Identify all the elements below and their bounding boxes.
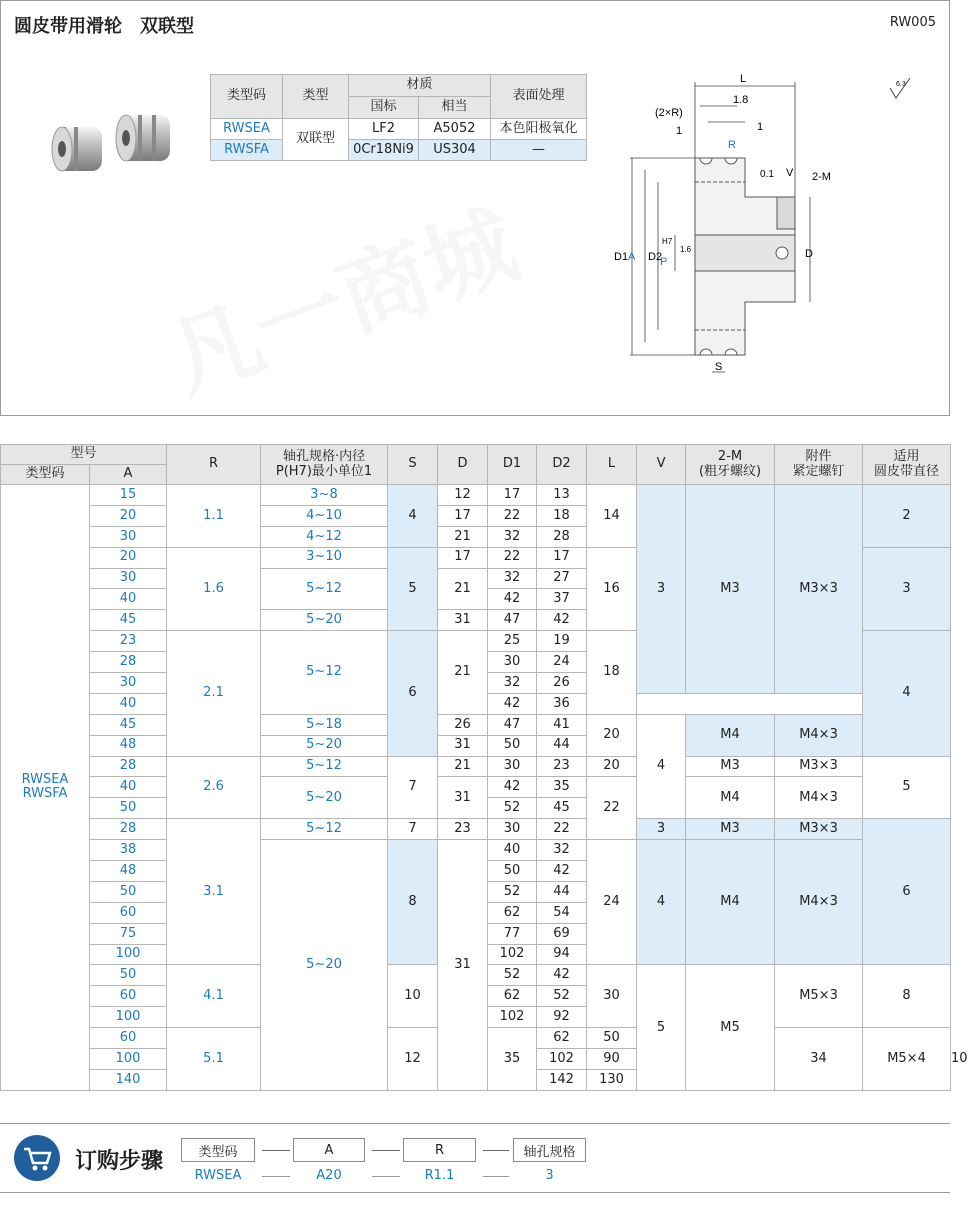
- spec-cell-d: 31: [438, 610, 488, 631]
- mat-code: RWSEA: [211, 119, 283, 140]
- order-label-bore: 轴孔规格: [513, 1138, 586, 1162]
- spec-cell-s: 12: [388, 1028, 438, 1091]
- spec-cell-a: 20: [90, 547, 167, 568]
- order-label-type: 类型码: [181, 1138, 255, 1162]
- mat-h-gb: 国标: [349, 97, 419, 119]
- spec-cell-a: 15: [90, 485, 167, 506]
- spec-cell-d: 21: [438, 631, 488, 715]
- spec-cell-l: 30: [587, 965, 637, 1028]
- spec-cell-a: 100: [90, 1007, 167, 1028]
- dim-1-8: 1.8: [733, 94, 749, 106]
- spec-row: [1, 819, 951, 840]
- spec-cell-l: 20: [587, 756, 637, 777]
- order-value-R: R1.1: [424, 1168, 455, 1183]
- spec-cell-d2: 17: [537, 547, 587, 568]
- spec-cell-r: 1.1: [167, 485, 261, 548]
- spec-cell-s: 5: [388, 547, 438, 631]
- spec-cell-a: 45: [90, 714, 167, 735]
- spec-h-belt-a: 适用: [893, 449, 920, 465]
- dim-0-1: 0.1: [760, 169, 774, 180]
- spec-cell-d1: 32: [488, 568, 537, 589]
- spec-cell-r: 2.1: [167, 631, 261, 756]
- spec-cell-d1: 30: [488, 652, 537, 673]
- order-separator: [262, 1150, 290, 1151]
- spec-h-bore: [261, 445, 388, 485]
- spec-cell-d2: 22: [537, 819, 587, 840]
- order-section: [0, 1123, 950, 1193]
- spec-cell-d1: 102: [488, 944, 537, 965]
- spec-cell-d1: 32: [488, 673, 537, 694]
- dim-D: D: [805, 248, 813, 260]
- spec-cell-p: 3~10: [261, 547, 388, 568]
- spec-cell-v: 4: [637, 714, 686, 818]
- spec-cell-s: 7: [388, 756, 438, 819]
- spec-cell-l: 16: [587, 547, 637, 631]
- spec-cell-d2: 19: [537, 631, 587, 652]
- spec-cell-m: M3: [686, 485, 775, 694]
- spec-cell-s: 6: [388, 631, 438, 756]
- spec-row: [1, 714, 951, 735]
- spec-cell-d2: 92: [537, 1007, 587, 1028]
- dim-P: P: [660, 256, 668, 268]
- spec-cell-sc: M5×3: [775, 965, 863, 1028]
- dim-D2: D2: [648, 251, 663, 263]
- spec-cell-r: 3.1: [167, 819, 261, 965]
- spec-cell-d2: 24: [537, 652, 587, 673]
- spec-cell-d2: 44: [537, 735, 587, 756]
- dim-A: A: [628, 251, 636, 263]
- dim-H7: H7: [662, 237, 673, 246]
- spec-cell-d2: 37: [537, 589, 587, 610]
- spec-cell-m: M4: [686, 777, 775, 819]
- spec-cell-p: 5~20: [261, 840, 388, 1091]
- spec-cell-sc: M4×3: [775, 777, 863, 819]
- spec-cell-d2: 35: [537, 777, 587, 798]
- spec-cell-r: 4.1: [167, 965, 261, 1028]
- spec-h-type-code: 类型码: [1, 465, 90, 485]
- spec-cell-d1: 32: [488, 526, 537, 547]
- mat-gb: LF2: [349, 119, 419, 140]
- spec-cell-d2: 50: [587, 1028, 637, 1049]
- order-value-A: A20: [316, 1168, 342, 1183]
- spec-cell-d2: 26: [537, 673, 587, 694]
- spec-cell-a: 45: [90, 610, 167, 631]
- spec-cell-d1: 102: [488, 1007, 537, 1028]
- spec-cell-a: 60: [90, 986, 167, 1007]
- spec-table: [0, 444, 968, 1091]
- spec-cell-v: 5: [637, 965, 686, 1090]
- product-code: RW005: [889, 15, 936, 30]
- spec-cell-d: 21: [438, 526, 488, 547]
- product-photo: [48, 105, 188, 185]
- order-separator: [483, 1150, 509, 1151]
- spec-h-S: S: [388, 445, 438, 485]
- spec-cell-p: 5~12: [261, 756, 388, 777]
- spec-cell-d: 12: [438, 485, 488, 506]
- spec-cell-a: 30: [90, 568, 167, 589]
- spec-row: 60 5.1 12 35 62 50 34 M5×4 10: [1, 1028, 951, 1049]
- spec-cell-d1: 47: [488, 610, 537, 631]
- spec-cell-a: 48: [90, 735, 167, 756]
- spec-cell-d1: 17: [488, 485, 537, 506]
- spec-cell-d2: 42: [537, 861, 587, 882]
- spec-h-D: D: [438, 445, 488, 485]
- spec-cell-d1: 102: [537, 1049, 587, 1070]
- spec-cell-d2: 52: [537, 986, 587, 1007]
- spec-h-acc-a: 附件: [805, 449, 832, 465]
- spec-cell-d1: 62: [537, 1028, 587, 1049]
- spec-cell-d: 31: [438, 840, 488, 1091]
- spec-cell-a: 48: [90, 861, 167, 882]
- spec-cell-a: 40: [90, 589, 167, 610]
- spec-cell-b: 5: [863, 756, 951, 819]
- spec-h-acc-b: 紧定螺钉: [792, 463, 845, 479]
- spec-cell-d2: 130: [587, 1069, 637, 1090]
- spec-cell-l: 34: [775, 1028, 863, 1091]
- spec-cell-m: M4: [686, 714, 775, 756]
- spec-cell-d1: 52: [488, 965, 537, 986]
- spec-cell-d2: 13: [537, 485, 587, 506]
- dim-2xR: (2×R): [655, 107, 683, 119]
- spec-cell-v: 3: [637, 819, 686, 840]
- spec-cell-d1: 142: [537, 1069, 587, 1090]
- mat-h-type-code: 类型码: [211, 75, 283, 119]
- spec-h-L: L: [587, 445, 637, 485]
- spec-cell-d: 21: [438, 568, 488, 610]
- spec-cell-l: 22: [587, 777, 637, 840]
- dim-1b: 1: [757, 121, 764, 133]
- spec-cell-sc: M3×3: [775, 756, 863, 777]
- roughness-symbol: [888, 76, 914, 102]
- spec-h-model: 型号: [1, 445, 167, 465]
- spec-cell-r: 5.1: [167, 1028, 261, 1091]
- spec-cell-sc: M4×3: [775, 714, 863, 756]
- spec-cell-d2: 94: [537, 944, 587, 965]
- spec-cell-p: 5~18: [261, 714, 388, 735]
- spec-h-m-a: 2-M: [717, 449, 743, 465]
- spec-cell-d1: 77: [488, 923, 537, 944]
- order-separator: [372, 1150, 400, 1151]
- spec-cell-v: 3: [637, 485, 686, 694]
- spec-cell-a: 28: [90, 652, 167, 673]
- spec-cell-d2: 28: [537, 526, 587, 547]
- spec-cell-r: 2.6: [167, 756, 261, 819]
- spec-cell-m: M3: [686, 819, 775, 840]
- order-separator: [483, 1176, 509, 1177]
- spec-h-D2: D2: [537, 445, 587, 485]
- dim-S: S: [715, 361, 723, 373]
- material-table: [210, 74, 587, 161]
- cart-icon: [14, 1135, 60, 1181]
- spec-cell-b: 2: [863, 485, 951, 548]
- spec-h-bore-b: P(H7)最小单位1: [275, 463, 373, 479]
- roughness-value: 6.3: [896, 81, 906, 88]
- dim-1a: 1: [676, 125, 683, 137]
- mat-equiv: US304: [419, 140, 491, 161]
- order-label-A: A: [293, 1138, 365, 1162]
- dim-1-6: 1.6: [680, 245, 692, 254]
- spec-cell-d1: 42: [488, 777, 537, 798]
- spec-cell-d2: 69: [537, 923, 587, 944]
- spec-cell-sc: M4×3: [775, 840, 863, 965]
- spec-cell-d2: 42: [537, 965, 587, 986]
- spec-cell-d1: 42: [488, 589, 537, 610]
- spec-cell-s: 10: [388, 965, 438, 1028]
- mat-h-material: 材质: [349, 75, 491, 97]
- spec-h-M: [686, 445, 775, 485]
- spec-cell-b: 4: [863, 631, 951, 756]
- spec-h-D1: D1: [488, 445, 537, 485]
- order-separator: [372, 1176, 400, 1177]
- spec-body: [1, 485, 968, 1091]
- spec-cell-d1: 40: [488, 840, 537, 861]
- spec-cell-a: 50: [90, 798, 167, 819]
- spec-cell-d1: 22: [488, 505, 537, 526]
- spec-h-acc: [775, 445, 863, 485]
- mat-h-type: 类型: [283, 75, 349, 119]
- spec-row: [1, 485, 951, 506]
- spec-cell-d2: 90: [587, 1049, 637, 1070]
- spec-cell-d: 21: [438, 756, 488, 777]
- spec-cell-b: 8: [863, 965, 951, 1028]
- spec-cell-p: 5~20: [261, 610, 388, 631]
- spec-cell-d: 17: [438, 547, 488, 568]
- order-title: 订购步骤: [75, 1149, 164, 1174]
- dim-D1: D1: [614, 251, 629, 263]
- spec-h-R: R: [167, 445, 261, 485]
- spec-cell-d: 17: [438, 505, 488, 526]
- spec-cell-a: 28: [90, 756, 167, 777]
- spec-cell-d2: 32: [537, 840, 587, 861]
- spec-cell-d1: 25: [488, 631, 537, 652]
- mat-surface: —: [491, 140, 587, 161]
- spec-cell-m: M5: [686, 965, 775, 1090]
- spec-cell-d1: 30: [488, 756, 537, 777]
- spec-cell-a: 100: [90, 944, 167, 965]
- spec-cell-l: 18: [587, 631, 637, 715]
- spec-cell-d2: 36: [537, 693, 587, 714]
- spec-h-m-b: (粗牙螺纹): [698, 463, 762, 479]
- spec-cell-d2: 45: [537, 798, 587, 819]
- spec-cell-d1: 62: [488, 986, 537, 1007]
- spec-cell-v: 4: [637, 840, 686, 965]
- order-separator: [262, 1176, 290, 1177]
- spec-cell-sc: M3×3: [775, 485, 863, 694]
- spec-cell-l: 14: [587, 485, 637, 548]
- spec-cell-l: 24: [587, 840, 637, 965]
- spec-cell-a: 30: [90, 673, 167, 694]
- spec-cell-s: 7: [388, 819, 438, 840]
- spec-cell-s: 4: [388, 485, 438, 548]
- spec-cell-c: [1, 485, 90, 1091]
- spec-cell-d: 23: [438, 819, 488, 840]
- spec-cell-a: 20: [90, 505, 167, 526]
- mat-code: RWSFA: [211, 140, 283, 161]
- spec-cell-d1: 47: [488, 714, 537, 735]
- pulley-image-1: [52, 127, 102, 171]
- spec-cell-a: 50: [90, 881, 167, 902]
- spec-cell-p: 4~10: [261, 505, 388, 526]
- spec-cell-s: 8: [388, 840, 438, 965]
- spec-type-code: RWSEA: [21, 772, 69, 788]
- spec-cell-p: 3~8: [261, 485, 388, 506]
- spec-cell-d2: 41: [537, 714, 587, 735]
- spec-h-A: A: [90, 465, 167, 485]
- spec-cell-p: 5~20: [261, 735, 388, 756]
- mat-gb: 0Cr18Ni9: [349, 140, 419, 161]
- spec-cell-d: 31: [438, 777, 488, 819]
- technical-drawing: [600, 72, 930, 382]
- spec-cell-p: 5~12: [261, 568, 388, 610]
- mat-surface: 本色阳极氧化: [491, 119, 587, 140]
- spec-cell-r: 1.6: [167, 547, 261, 631]
- spec-cell-d: 26: [438, 714, 488, 735]
- spec-cell-d2: 18: [537, 505, 587, 526]
- spec-cell-d2: 44: [537, 881, 587, 902]
- order-label-R: R: [403, 1138, 476, 1162]
- spec-cell-a: 40: [90, 693, 167, 714]
- spec-cell-a: 23: [90, 631, 167, 652]
- spec-cell-sc: M3×3: [775, 819, 863, 840]
- spec-cell-b: 3: [863, 547, 951, 631]
- spec-cell-a: 50: [90, 965, 167, 986]
- mat-h-equiv: 相当: [419, 97, 491, 119]
- spec-h-belt: [863, 445, 951, 485]
- spec-cell-l: 20: [587, 714, 637, 756]
- spec-cell-a: 30: [90, 526, 167, 547]
- spec-cell-d1: 62: [488, 902, 537, 923]
- spec-cell-d2: 23: [537, 756, 587, 777]
- spec-cell-d2: 54: [537, 902, 587, 923]
- spec-cell-a: 100: [90, 1049, 167, 1070]
- spec-cell-a: 140: [90, 1069, 167, 1090]
- page-title: 圆皮带用滑轮 双联型: [14, 16, 194, 37]
- order-value-type: RWSEA: [194, 1168, 242, 1183]
- spec-row: [1, 777, 951, 798]
- spec-cell-d1: 30: [488, 819, 537, 840]
- spec-cell-d1: 22: [488, 547, 537, 568]
- spec-h-V: V: [637, 445, 686, 485]
- spec-cell-a: 75: [90, 923, 167, 944]
- dim-R: R: [728, 139, 736, 151]
- dim-L: L: [740, 73, 747, 85]
- spec-cell-a: 60: [90, 1028, 167, 1049]
- spec-cell-p: 4~12: [261, 526, 388, 547]
- mat-type: 双联型: [283, 119, 349, 161]
- spec-cell-d1: 52: [488, 881, 537, 902]
- order-value-bore: 3: [545, 1168, 554, 1183]
- spec-cell-d2: 42: [537, 610, 587, 631]
- mat-equiv: A5052: [419, 119, 491, 140]
- spec-type-code: RWSFA: [22, 786, 68, 802]
- spec-cell-d: 31: [438, 735, 488, 756]
- mat-h-surface: 表面处理: [491, 75, 587, 119]
- spec-h-bore-a: 轴孔规格·内径: [282, 449, 366, 465]
- spec-cell-d1: 42: [488, 693, 537, 714]
- spec-row: [1, 756, 951, 777]
- spec-cell-d1: 52: [488, 798, 537, 819]
- spec-cell-a: 28: [90, 819, 167, 840]
- spec-row: [1, 840, 951, 861]
- spec-cell-sc: M5×4: [863, 1028, 951, 1091]
- spec-cell-p: 5~12: [261, 819, 388, 840]
- pulley-image-2: [116, 115, 170, 161]
- dim-2M: 2-M: [812, 171, 831, 183]
- spec-cell-m: M4: [686, 840, 775, 965]
- spec-cell-p: 5~20: [261, 777, 388, 819]
- spec-cell-a: 38: [90, 840, 167, 861]
- spec-cell-b: 6: [863, 819, 951, 965]
- spec-cell-d1: 50: [488, 735, 537, 756]
- spec-cell-a: 60: [90, 902, 167, 923]
- dim-V: V: [786, 167, 794, 179]
- spec-cell-d: 35: [488, 1028, 537, 1091]
- spec-h-belt-b: 圆皮带直径: [874, 463, 940, 479]
- spec-cell-p: 5~12: [261, 631, 388, 715]
- spec-cell-a: 40: [90, 777, 167, 798]
- spec-cell-d2: 27: [537, 568, 587, 589]
- spec-cell-d1: 50: [488, 861, 537, 882]
- spec-cell-m: M3: [686, 756, 775, 777]
